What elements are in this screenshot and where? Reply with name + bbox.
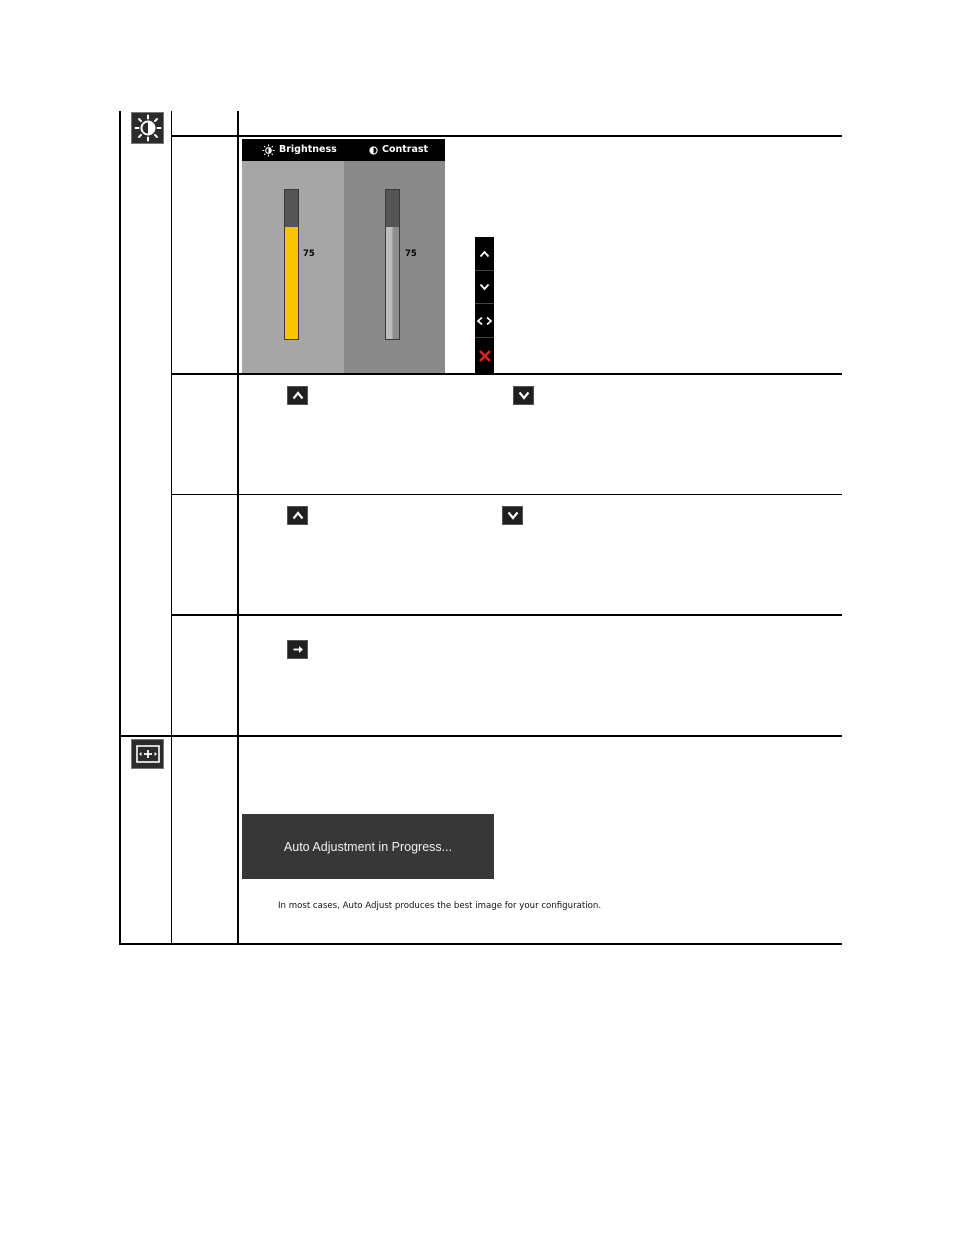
row-divider-5 [119, 735, 842, 737]
osd-brightness-contrast-panel [242, 139, 445, 373]
up-arrow-icon [479, 250, 490, 258]
sun-icon [262, 144, 275, 157]
brightness-down-button[interactable] [513, 386, 534, 405]
close-button[interactable] [475, 339, 494, 372]
close-icon [478, 349, 492, 363]
tab-brightness[interactable] [262, 139, 337, 161]
brightness-up-button[interactable] [287, 386, 308, 405]
up-button[interactable] [475, 238, 494, 271]
down-arrow-icon [507, 511, 519, 520]
down-button[interactable] [475, 271, 494, 304]
down-arrow-icon [518, 391, 530, 400]
up-arrow-icon [292, 511, 304, 520]
auto-adjust-note: In most cases, Auto Adjust produces the best image for your configuration. [278, 901, 602, 911]
row-divider-2 [171, 373, 842, 375]
row-divider-1 [171, 135, 842, 137]
auto-adjust-menu-icon [131, 739, 164, 769]
right-arrow-icon [292, 645, 304, 654]
osd-side-buttons [475, 237, 494, 373]
tab-contrast[interactable] [369, 139, 428, 161]
contrast-slider[interactable] [385, 189, 400, 340]
brightness-contrast-menu-icon [131, 112, 164, 144]
osd-header [242, 139, 445, 161]
auto-adjust-icon [135, 744, 161, 764]
contrast-slider-fill [386, 227, 399, 339]
down-arrow-icon [479, 283, 490, 291]
contrast-down-button[interactable] [502, 506, 523, 525]
tab-contrast-label: Contrast [382, 144, 429, 155]
tab-brightness-label: Brightness [279, 144, 337, 155]
table-bottom-border [119, 943, 842, 945]
brightness-slider[interactable] [284, 189, 299, 340]
row-divider-3 [171, 494, 842, 495]
left-right-button[interactable] [475, 305, 494, 338]
sun-contrast-icon [134, 114, 162, 142]
table-left-border [119, 111, 121, 945]
brightness-pane [242, 161, 344, 373]
auto-adjust-message: Auto Adjustment in Progress... [283, 839, 453, 854]
table-col2-divider [237, 111, 239, 945]
half-circle-icon [369, 146, 378, 155]
brightness-value: 75 [303, 249, 315, 259]
contrast-value: 75 [405, 249, 417, 259]
brightness-slider-fill [285, 227, 298, 339]
contrast-pane [344, 161, 445, 373]
row-divider-4 [171, 614, 842, 616]
up-arrow-icon [292, 391, 304, 400]
table-col1-divider [171, 111, 172, 945]
contrast-up-button[interactable] [287, 506, 308, 525]
auto-adjust-message-box [242, 814, 494, 879]
enter-button[interactable] [287, 640, 308, 659]
left-right-arrow-icon [476, 316, 493, 326]
